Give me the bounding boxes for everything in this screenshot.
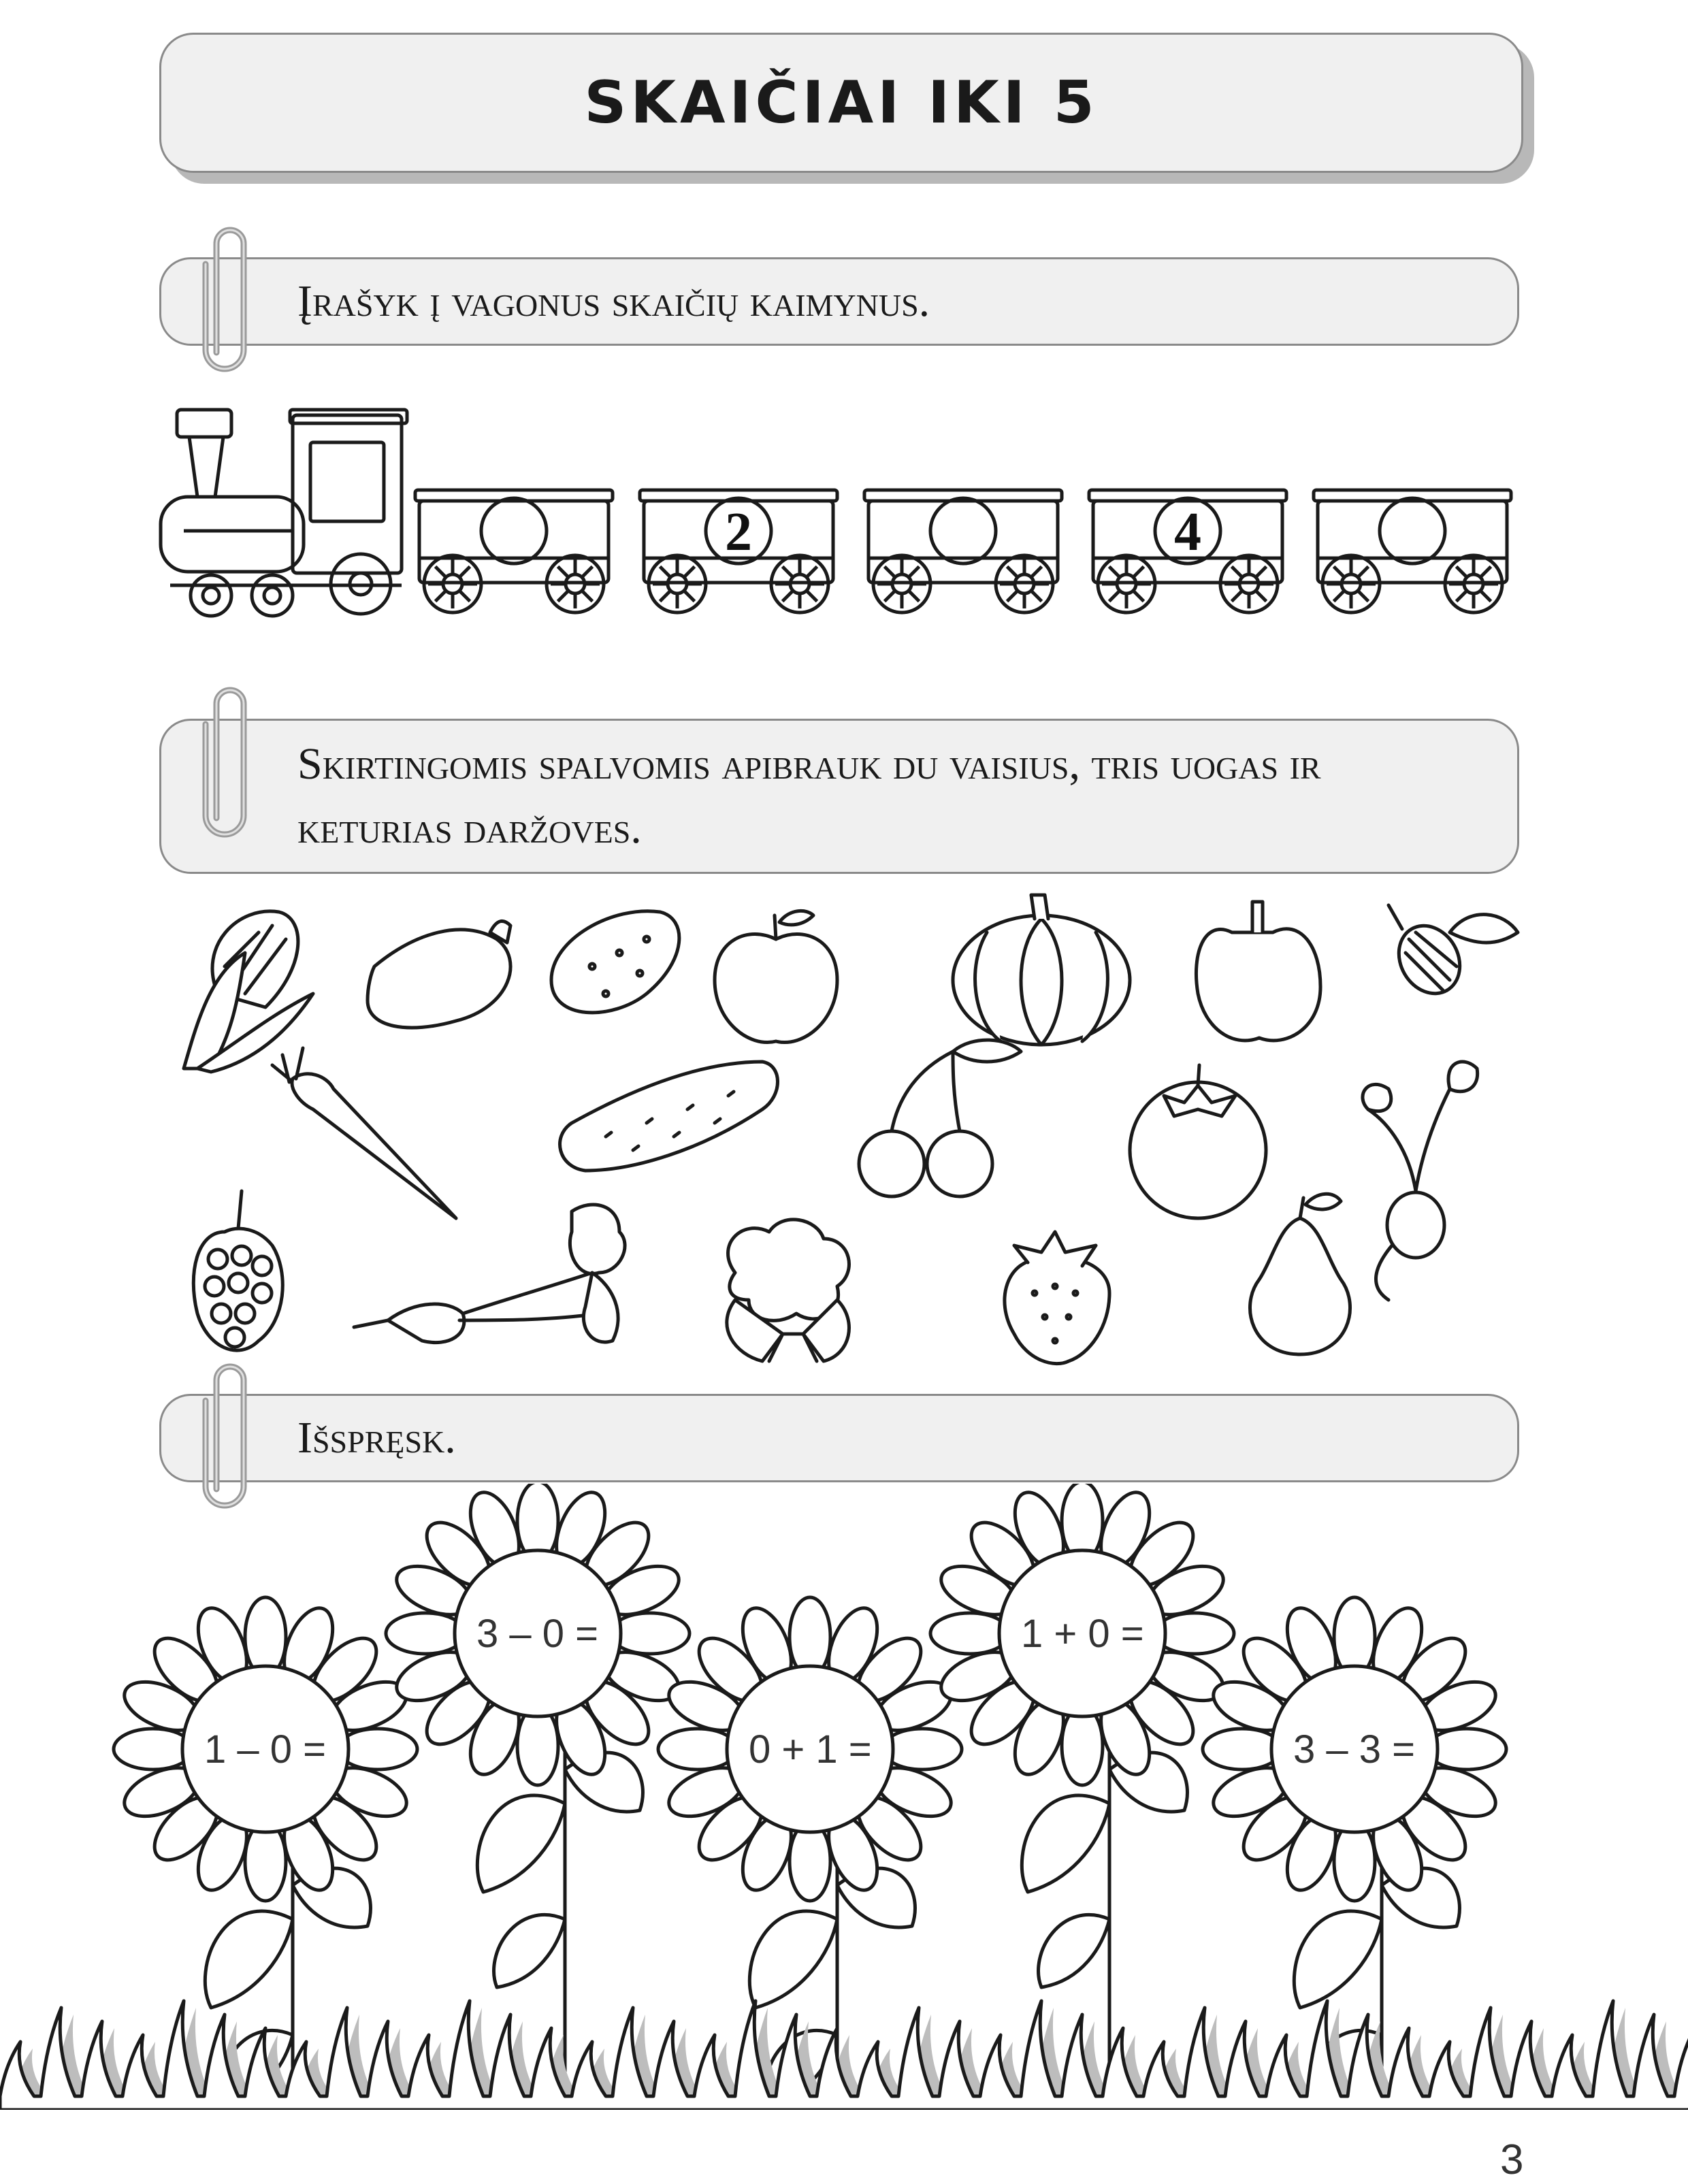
- paperclip-icon: [201, 216, 259, 374]
- page-number: 3: [1500, 2136, 1524, 2183]
- wagon: [864, 490, 1062, 613]
- sunflower-scene: [0, 1484, 1688, 2110]
- radish-icon: [1363, 1062, 1478, 1300]
- task-3-text: Išspręsk.: [297, 1413, 456, 1463]
- equation-text: 3 – 3 =: [1293, 1727, 1415, 1772]
- leaf: [1039, 1914, 1109, 1987]
- equation-text: 0 + 1 =: [749, 1727, 872, 1772]
- task-instruction-3: [159, 1394, 1519, 1482]
- wagon: [1314, 490, 1511, 613]
- pumpkin-icon: [953, 895, 1130, 1045]
- task-1-text: Įrašyk į vagonus skaičių kaimynus.: [297, 276, 930, 326]
- equation-text: 3 – 0 =: [476, 1612, 598, 1656]
- wagon: [1089, 490, 1286, 613]
- beetroot-icon: [354, 1205, 625, 1343]
- task-2-text: Skirtingomis spalvomis apibrauk du vaisius, tris uogas ir keturias daržoves.: [297, 739, 1321, 853]
- wagon-number-slot[interactable]: [481, 498, 547, 564]
- raspberry-icon: [193, 1191, 282, 1350]
- paperclip-icon: [201, 677, 259, 840]
- leaf: [1022, 1795, 1109, 1892]
- pear-icon: [1250, 1194, 1350, 1354]
- gooseberry-icon: [1387, 905, 1518, 1005]
- sunflower: [930, 1484, 1234, 2083]
- wagon-number: 4: [1174, 502, 1201, 562]
- grass: [0, 2001, 1688, 2110]
- wagon-number-slot[interactable]: [930, 498, 996, 564]
- task-instruction-1: [159, 257, 1519, 346]
- potato-icon: [551, 911, 679, 1013]
- wagon: [640, 490, 837, 613]
- eggplant-icon: [368, 921, 510, 1028]
- sunflower: [1203, 1597, 1506, 2103]
- wagon-number: 2: [725, 502, 752, 562]
- cherries-icon: [859, 1040, 1021, 1196]
- apple-icon: [715, 911, 837, 1042]
- equation-text: 1 + 0 =: [1021, 1612, 1144, 1656]
- locomotive: [161, 410, 407, 616]
- tomato-icon: [1130, 1065, 1266, 1218]
- task-instruction-2: [159, 719, 1519, 874]
- leaf: [477, 1795, 565, 1892]
- produce-illustrations: [170, 892, 1531, 1382]
- cucumber-icon: [560, 1062, 778, 1171]
- carrot-icon: [272, 1048, 456, 1218]
- leaf: [749, 1911, 837, 2008]
- sunflower: [386, 1484, 689, 2083]
- cauliflower-icon: [727, 1220, 849, 1361]
- strawberry-icon: [1005, 1232, 1109, 1364]
- leaf: [1294, 1911, 1382, 2008]
- leaf: [494, 1914, 565, 1987]
- wagon: [415, 490, 613, 613]
- equation-text: 1 – 0 =: [204, 1727, 326, 1772]
- bell-pepper-icon: [1196, 902, 1320, 1041]
- wagon-number-slot[interactable]: [1380, 498, 1445, 564]
- page-title: SKAIČIAI IKI 5: [584, 69, 1099, 137]
- train-illustration: [157, 402, 1531, 633]
- title-banner: [159, 33, 1523, 173]
- leaf: [205, 1911, 293, 2008]
- corn-icon: [184, 911, 313, 1072]
